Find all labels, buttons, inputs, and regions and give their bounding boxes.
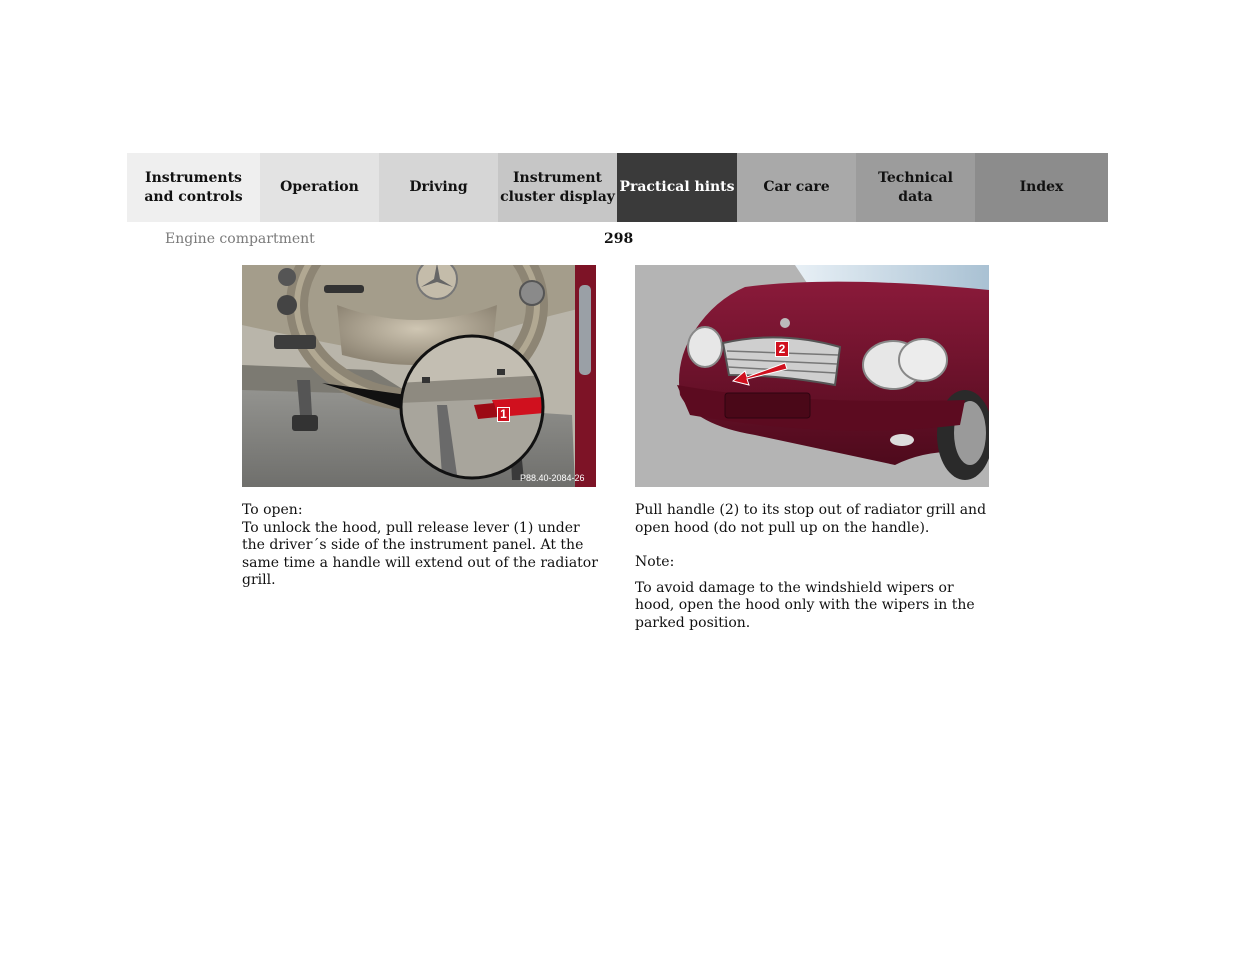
note-label: Note:: [635, 554, 675, 570]
tab-operation[interactable]: Operation: [260, 153, 379, 222]
tab-practical-hints[interactable]: Practical hints: [617, 153, 737, 222]
figure-code: P88.40-2084-26: [520, 473, 585, 483]
tab-instruments-and-controls[interactable]: Instruments and controls: [127, 153, 260, 222]
page-number: 298: [604, 231, 634, 247]
dashboard-interior-drawing: [242, 265, 596, 487]
handle-instructions: [635, 502, 995, 632]
open-instructions: [242, 502, 602, 590]
handle-instruction: Pull handle (2) to its stop out of radiator grill and open hood (do not pull up on the handle).: [635, 502, 987, 536]
hood-release-lever-illustration: [242, 265, 596, 487]
section-title: Engine compartment: [165, 231, 315, 247]
tab-index[interactable]: Index: [975, 153, 1108, 222]
callout-1: 1: [497, 407, 510, 422]
tab-driving[interactable]: Driving: [379, 153, 498, 222]
car-front-drawing: [635, 265, 989, 487]
note-text: To avoid damage to the windshield wipers or hood, open the hood only with the wipers in the parked position.: [635, 579, 975, 631]
chapter-tabs: [127, 153, 1108, 222]
open-body: To unlock the hood, pull release lever (1) under the driver´s side of the instrument panel. At the same time a handle will extend out of the radiator grill.: [242, 519, 598, 588]
tab-technical-data[interactable]: Technical data: [856, 153, 975, 222]
tab-car-care[interactable]: Car care: [737, 153, 856, 222]
callout-2: 2: [775, 341, 789, 357]
tab-instrument-cluster-display[interactable]: Instrument cluster display: [498, 153, 617, 222]
open-heading: To open:: [242, 502, 303, 518]
radiator-grill-handle-illustration: [635, 265, 989, 487]
